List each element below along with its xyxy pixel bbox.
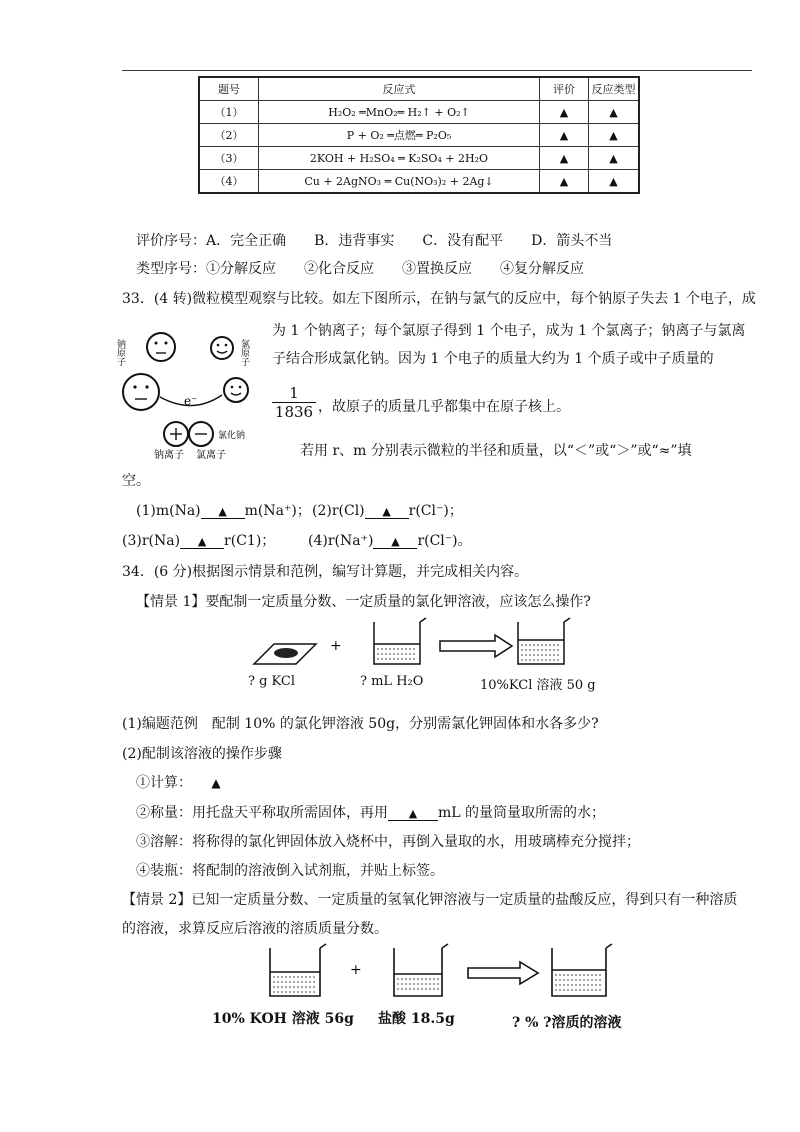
plus-sign: +	[350, 962, 362, 978]
row-type: ▲	[589, 101, 640, 124]
q34-step1	[136, 772, 240, 792]
step2-suffix: mL 的量筒量取所需的水；	[438, 805, 606, 821]
row-eval: ▲	[540, 147, 589, 170]
step1-answer[interactable]: ▲	[211, 776, 221, 790]
row-type: ▲	[589, 124, 640, 147]
item-prefix: (2)r(Cl)	[312, 503, 365, 519]
fraction	[272, 384, 316, 421]
row-num: （1）	[199, 101, 259, 124]
kcl-pile	[274, 648, 298, 658]
row-num: （2）	[199, 124, 259, 147]
answer-blank[interactable]: ▲	[180, 535, 224, 549]
item-prefix: (3)r(Na)	[122, 533, 181, 549]
fraction-numerator: 1	[272, 384, 316, 403]
header-rule	[122, 70, 752, 71]
col-header-num: 题号	[199, 77, 259, 101]
step2-label: ②称量：用托盘天平称取所需固体，再用	[136, 805, 388, 821]
col-header-eq: 反应式	[259, 77, 540, 101]
item-suffix: r(C1)；	[224, 533, 276, 549]
row-type: ▲	[589, 170, 640, 194]
plus-sign: +	[330, 638, 342, 654]
s1-label-kcl: ? g KCl	[248, 674, 296, 689]
s2-label-result: ? % ?溶质的溶液	[512, 1015, 622, 1031]
q33-line2: 为 1 个钠离子；每个氯原子得到 1 个电子，成为 1 个氯离子；钠离子与氯离	[272, 323, 746, 339]
s2-label-hcl: 盐酸 18.5g	[378, 1011, 455, 1027]
item-prefix: (1)m(Na)	[136, 503, 201, 519]
table-header-row	[199, 77, 639, 101]
q33-line3: 子结合形成氯化钠。因为 1 个电子的质量大约为 1 个质子或中子质量的	[272, 351, 714, 367]
q34-scene2-line2: 的溶液，求算反应后溶液的溶质质量分数。	[122, 921, 388, 937]
sodium-chloride-diagram	[115, 325, 268, 465]
row-eval: ▲	[540, 124, 589, 147]
item-suffix: r(Cl⁻)。	[417, 533, 472, 549]
q34-example2: (2)配制该溶液的操作步骤	[122, 746, 282, 762]
q33-item4	[308, 530, 472, 550]
q34-example1: (1)编题范例 配制 10% 的氯化钾溶液 50g，分别需氯化钾固体和水各多少?	[122, 716, 599, 732]
row-eval: ▲	[540, 101, 589, 124]
s1-label-water: ? mL H₂O	[360, 674, 424, 689]
row-type: ▲	[589, 147, 640, 170]
table-row	[199, 147, 639, 170]
table-row	[199, 101, 639, 124]
q33-item1	[136, 500, 311, 520]
scene1-diagram	[250, 614, 610, 674]
q33-line1: 33．(4 转)微粒模型观察与比较。如左下图所示，在钠与氯气的反应中，每个钠原子失去 1 个电子，成	[122, 291, 756, 307]
row-num: （3）	[199, 147, 259, 170]
table-row	[199, 124, 639, 147]
q34-step4: ④装瓶：将配制的溶液倒入试剂瓶，并贴上标签。	[136, 863, 444, 879]
type-legend: 类型序号：①分解反应 ②化合反应 ③置换反应 ④复分解反应	[136, 261, 584, 277]
q34-scene2-line1: 【情景 2】已知一定质量分数、一定质量的氢氧化钾溶液与一定质量的盐酸反应，得到只有一种溶质	[122, 892, 738, 908]
na-ion-label: 钠离子	[154, 450, 184, 461]
answer-blank[interactable]: ▲	[388, 807, 438, 821]
q33-line4: ，故原子的质量几乎都集中在原子核上。	[318, 399, 570, 415]
step1-label: ①计算：	[136, 775, 192, 791]
electron-label: e⁻	[184, 394, 198, 408]
q33-item2	[312, 500, 463, 520]
eval-legend: 评价序号：A．完全正确 B．违背事实 C．没有配平 D．箭头不当	[136, 233, 613, 249]
cl-atom-label: 氯原子	[239, 339, 249, 366]
answer-blank[interactable]: ▲	[201, 505, 245, 519]
row-eval: ▲	[540, 170, 589, 194]
item-suffix: m(Na⁺)；	[244, 503, 311, 519]
answer-blank[interactable]: ▲	[373, 535, 417, 549]
scene2-diagram	[258, 940, 638, 1006]
item-prefix: (4)r(Na⁺)	[308, 533, 374, 549]
row-equation: H₂O₂ ═MnO₂═ H₂↑ + O₂↑	[259, 101, 540, 124]
col-header-eval: 评价	[540, 77, 589, 101]
q34-title: 34．(6 分)根据图示情景和范例，编写计算题，并完成相关内容。	[122, 564, 529, 580]
nacl-label: 氯化钠	[218, 431, 246, 441]
reaction-table	[198, 76, 640, 194]
q34-step2	[136, 802, 605, 822]
row-equation: Cu + 2AgNO₃ ═ Cu(NO₃)₂ + 2Ag↓	[259, 170, 540, 194]
na-atom-label: 钠原子	[115, 339, 125, 366]
table-row	[199, 170, 639, 194]
q33-line6: 空。	[122, 473, 150, 489]
s1-label-solution: 10%KCl 溶液 50 g	[480, 678, 596, 693]
q34-step3: ③溶解：将称得的氯化钾固体放入烧杯中，再倒入量取的水，用玻璃棒充分搅拌；	[136, 834, 640, 850]
q34-scene1: 【情景 1】要配制一定质量分数、一定质量的氯化钾溶液，应该怎么操作?	[136, 594, 591, 610]
row-equation: P + O₂ ═点燃═ P₂O₅	[259, 124, 540, 147]
q33-line5: 若用 r、m 分别表示微粒的半径和质量，以“＜”或“＞”或“≈”填	[300, 443, 692, 459]
cl-ion-label: 氯离子	[196, 450, 226, 461]
row-num: （4）	[199, 170, 259, 194]
answer-blank[interactable]: ▲	[365, 505, 409, 519]
q33-item3	[122, 530, 275, 550]
col-header-type: 反应类型	[589, 77, 640, 101]
s2-label-koh: 10% KOH 溶液 56g	[212, 1011, 354, 1027]
row-equation: 2KOH + H₂SO₄ ═ K₂SO₄ + 2H₂O	[259, 147, 540, 170]
fraction-denominator: 1836	[274, 403, 314, 421]
item-suffix: r(Cl⁻)；	[408, 503, 463, 519]
